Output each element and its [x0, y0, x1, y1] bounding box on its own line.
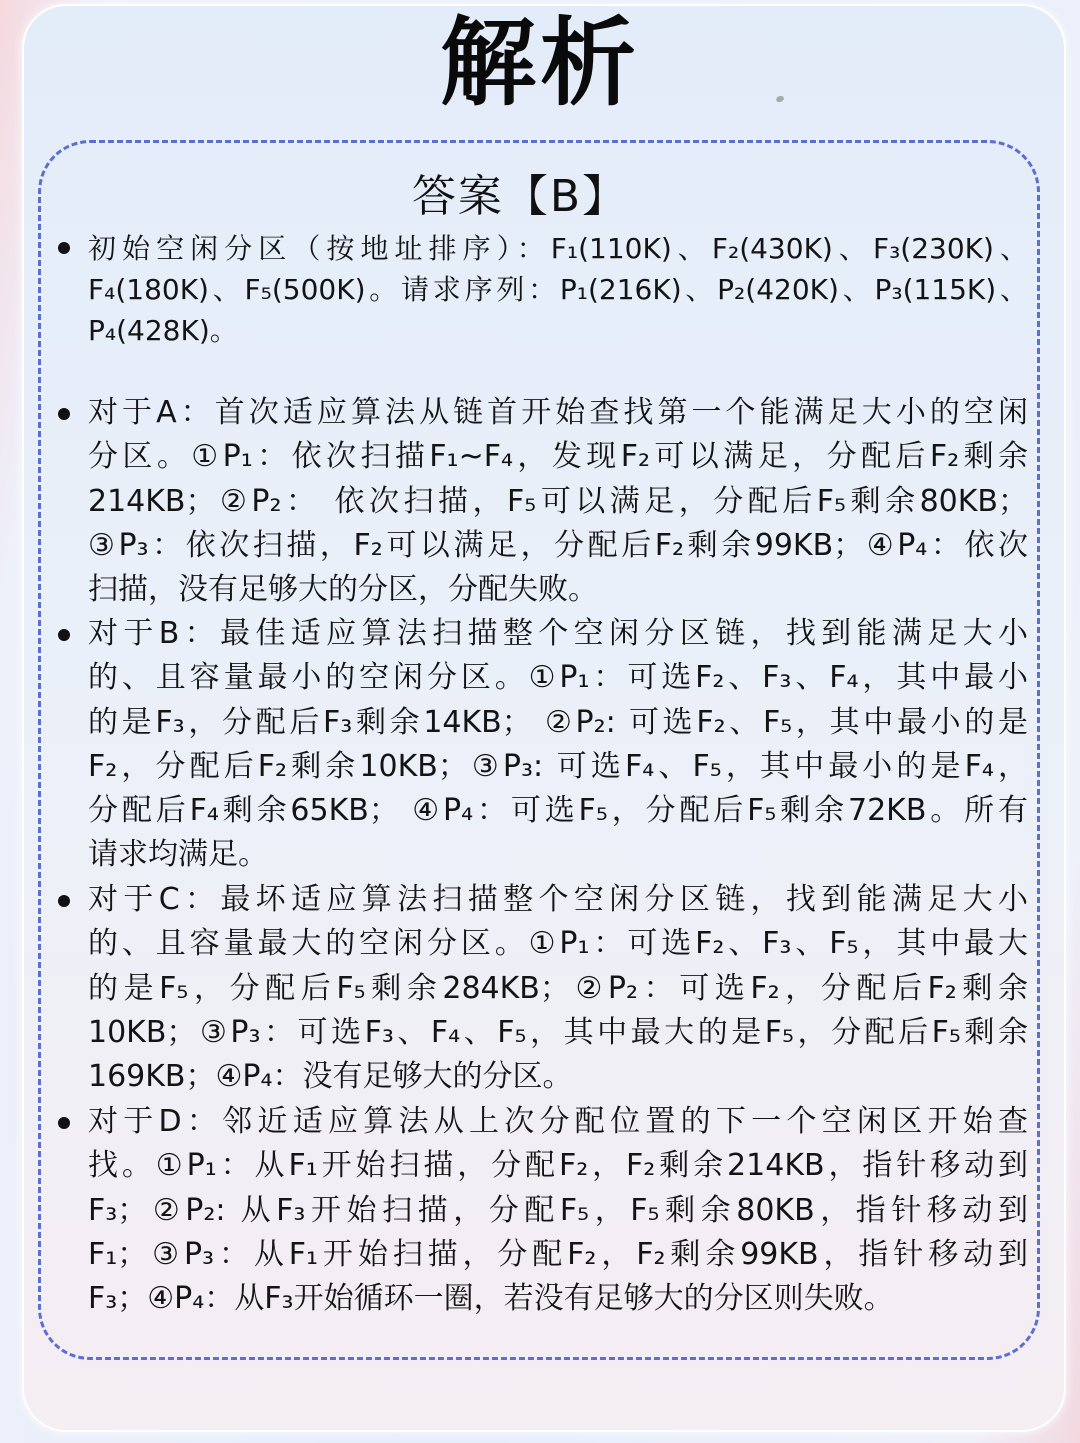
text-line: 对于A：首次适应算法从链首开始查找第一个能满足大小的空闲 — [88, 395, 1028, 430]
bullet-dot — [58, 408, 70, 420]
text-line: 对于D：邻近适应算法从上次分配位置的下一个空闲区开始查 — [88, 1104, 1028, 1139]
text-line: 初始空闲分区（按地址排序）：F₁(110K)、F₂(430K)、F₃(230K)、 — [88, 232, 1028, 265]
page-title: 解析 — [440, 7, 640, 119]
bullet-dot — [58, 895, 70, 907]
text-line: 分配后F₄剩余65KB； ④P₄：可选F₅，分配后F₅剩余72KB。所有 — [88, 793, 1028, 829]
text-line: 的、且容量最小的空闲分区。①P₁：可选F₂、F₃、F₄，其中最小 — [88, 660, 1028, 696]
analysis-item-c — [88, 878, 1028, 1099]
analysis-item-d — [88, 1100, 1028, 1321]
answer-heading: 答案【B】 — [411, 171, 629, 222]
bullet-dot — [58, 1117, 70, 1129]
analysis-item-intro — [88, 228, 1028, 351]
text-line: 10KB；③P₃：可选F₃、F₄、F₅，其中最大的是F₅，分配后F₅剩余 — [88, 1014, 1028, 1050]
text-line: 214KB；②P₂： 依次扫描，F₅可以满足，分配后F₅剩余80KB； — [88, 483, 1028, 519]
bullet-dot — [58, 242, 70, 254]
text-line: 请求均满足。 — [88, 837, 268, 873]
text-line: P₄(428K)。 — [88, 314, 238, 347]
text-line: 的是F₅，分配后F₅剩余284KB；②P₂：可选F₂，分配后F₂剩余 — [88, 970, 1028, 1006]
text-line: F₃；②P₂: 从F₃开始扫描，分配F₅，F₅剩余80KB，指针移动到 — [88, 1192, 1028, 1228]
text-line: 对于C：最坏适应算法扫描整个空闲分区链，找到能满足大小 — [88, 882, 1028, 917]
analysis-item-a — [88, 391, 1028, 612]
text-line: 找。①P₁：从F₁开始扫描，分配F₂，F₂剩余214KB，指针移动到 — [88, 1148, 1028, 1184]
text-line: 扫描，没有足够大的分区，分配失败。 — [88, 572, 598, 608]
text-line: ③P₃：依次扫描，F₂可以满足，分配后F₂剩余99KB；④P₄：依次 — [88, 527, 1028, 563]
bullet-dot — [58, 629, 70, 641]
text-line: F₄(180K)、F₅(500K)。请求序列：P₁(216K)、P₂(420K)、P₃(115K)、 — [88, 273, 1028, 306]
text-line: F₁；③P₃：从F₁开始扫描，分配F₂，F₂剩余99KB，指针移动到 — [88, 1236, 1028, 1272]
text-line: 分区。①P₁：依次扫描F₁~F₄，发现F₂可以满足，分配后F₂剩余 — [88, 439, 1028, 475]
text-line: F₃；④P₄：从F₃开始循环一圈，若没有足够大的分区则失败。 — [88, 1281, 894, 1317]
text-line: F₂，分配后F₂剩余10KB；③P₃: 可选F₄、F₅，其中最小的是F₄， — [88, 748, 1028, 784]
text-line: 对于B：最佳适应算法扫描整个空闲分区链，找到能满足大小 — [88, 616, 1028, 651]
analysis-item-b — [88, 612, 1028, 878]
text-line: 169KB；④P₄：没有足够大的分区。 — [88, 1059, 573, 1095]
text-line: 的是F₃，分配后F₃剩余14KB； ②P₂: 可选F₂、F₅，其中最小的是 — [88, 704, 1028, 740]
text-line: 的、且容量最大的空闲分区。①P₁：可选F₂、F₃、F₅，其中最大 — [88, 926, 1028, 962]
